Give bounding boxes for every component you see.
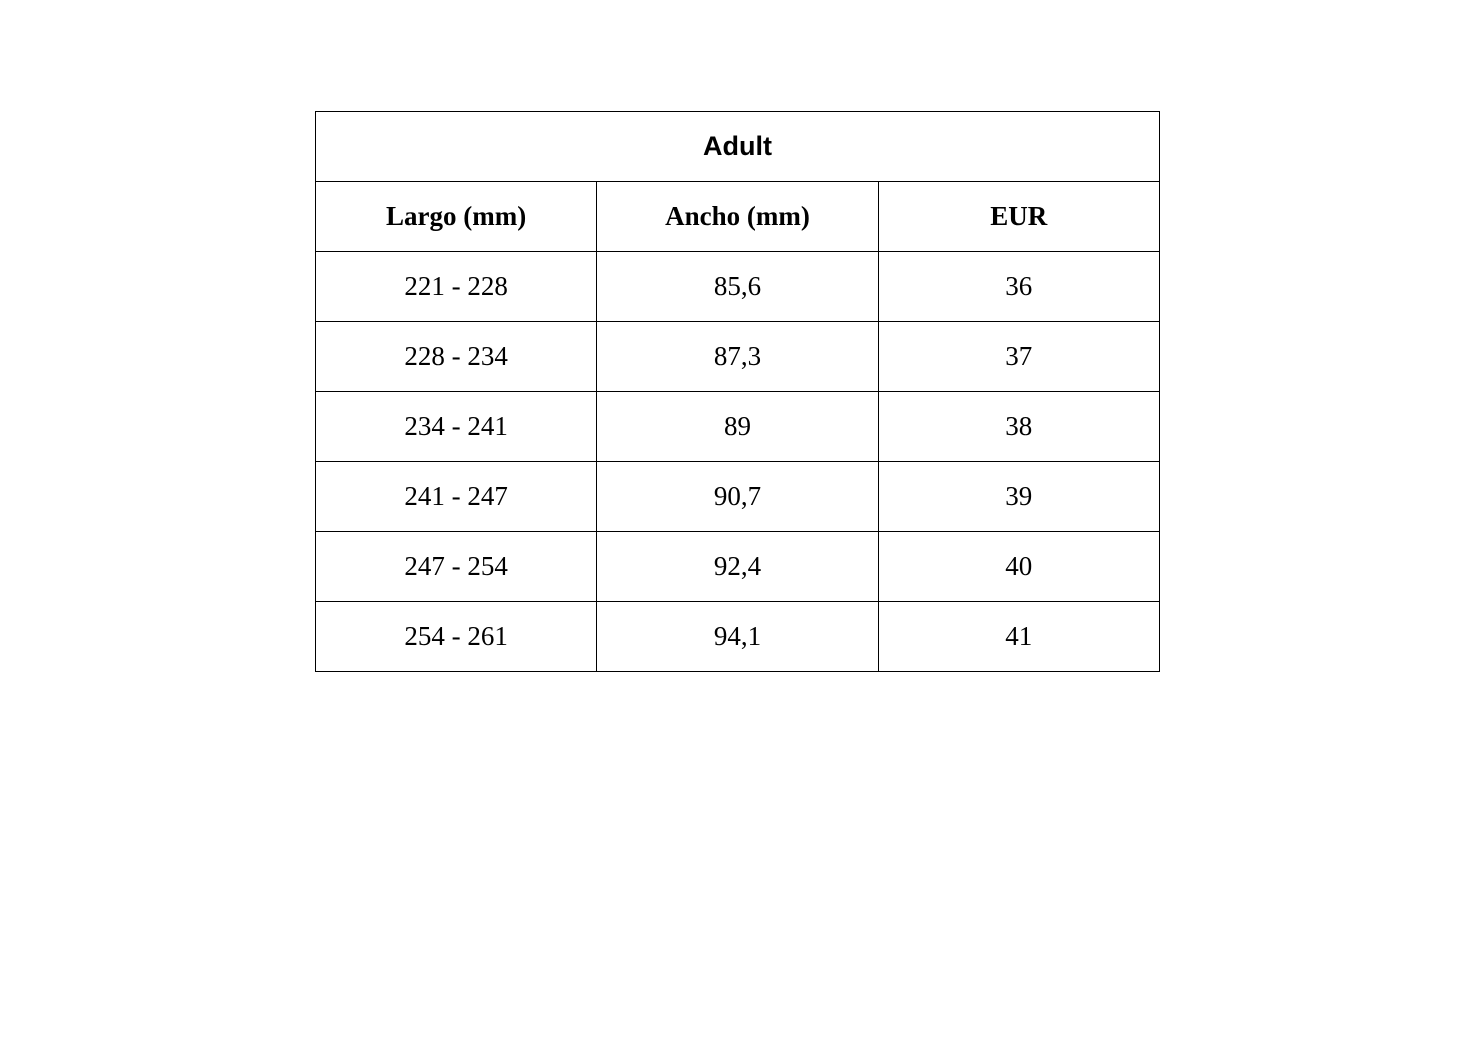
cell-largo: 234 - 241 xyxy=(316,392,597,462)
cell-ancho: 90,7 xyxy=(597,462,878,532)
cell-eur: 40 xyxy=(878,532,1159,602)
cell-ancho: 92,4 xyxy=(597,532,878,602)
cell-largo: 254 - 261 xyxy=(316,602,597,672)
cell-eur: 37 xyxy=(878,322,1159,392)
column-header-ancho: Ancho (mm) xyxy=(597,182,878,252)
cell-largo: 241 - 247 xyxy=(316,462,597,532)
table-row xyxy=(316,602,1160,672)
cell-ancho: 87,3 xyxy=(597,322,878,392)
cell-eur: 36 xyxy=(878,252,1159,322)
cell-largo: 247 - 254 xyxy=(316,532,597,602)
cell-largo: 221 - 228 xyxy=(316,252,597,322)
cell-ancho: 85,6 xyxy=(597,252,878,322)
table-title-row xyxy=(316,112,1160,182)
table-row xyxy=(316,532,1160,602)
table-row xyxy=(316,392,1160,462)
table-header-row xyxy=(316,182,1160,252)
cell-eur: 39 xyxy=(878,462,1159,532)
cell-ancho: 89 xyxy=(597,392,878,462)
cell-largo: 228 - 234 xyxy=(316,322,597,392)
cell-ancho: 94,1 xyxy=(597,602,878,672)
column-header-largo: Largo (mm) xyxy=(316,182,597,252)
cell-eur: 41 xyxy=(878,602,1159,672)
table-title: Adult xyxy=(316,112,1160,182)
column-header-eur: EUR xyxy=(878,182,1159,252)
size-chart-table xyxy=(315,111,1160,672)
cell-eur: 38 xyxy=(878,392,1159,462)
table-row xyxy=(316,322,1160,392)
table-row xyxy=(316,462,1160,532)
table-row xyxy=(316,252,1160,322)
